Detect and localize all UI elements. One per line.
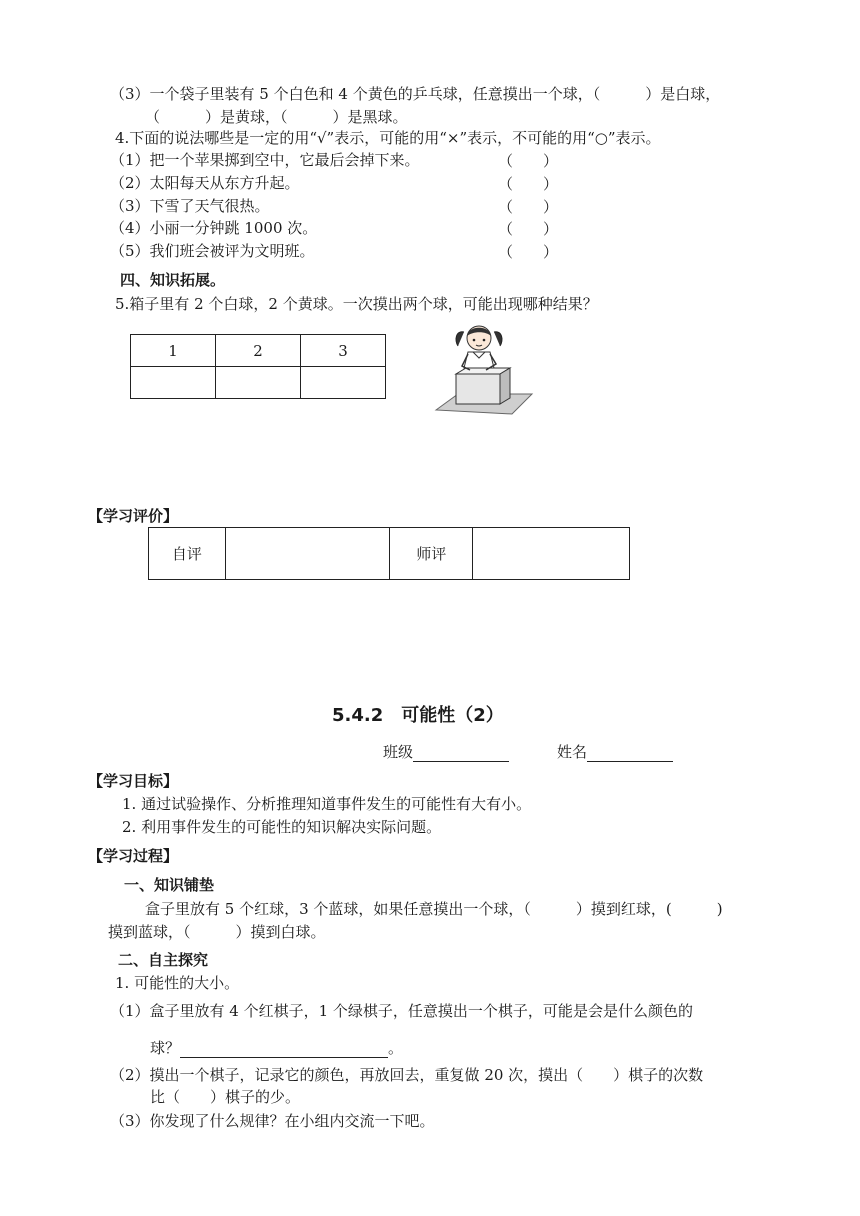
class-label: 班级 <box>383 743 414 761</box>
q4-item-1: （1）把一个苹果掷到空中，它最后会掉下来。 <box>110 151 420 169</box>
q5-answer-cell-2[interactable] <box>216 367 301 399</box>
q4-intro: 4.下面的说法哪些是一定的用“√”表示，可能的用“×”表示，不可能的用“○”表示。 <box>115 129 661 147</box>
q5-header-1: 1 <box>131 335 216 367</box>
item-1-line-2 <box>150 1038 403 1058</box>
evaluation-title: 【学习评价】 <box>88 507 179 525</box>
name-label: 姓名 <box>557 743 588 761</box>
q4-answer-1[interactable]: （ ） <box>498 152 559 170</box>
item-3: （3）你发现了什么规律？在小组内交流一下吧。 <box>110 1112 435 1130</box>
part2-title: 二、自主探究 <box>118 951 209 969</box>
q5-answer-cell-3[interactable] <box>301 367 386 399</box>
q4-answer-5[interactable]: （ ） <box>498 243 559 261</box>
goal-1: 1. 通过试验操作、分析推理知道事件发生的可能性有大有小。 <box>122 795 532 813</box>
name-blank[interactable] <box>587 743 673 762</box>
q4-answer-4[interactable]: （ ） <box>498 220 559 238</box>
teacher-eval-cell[interactable] <box>473 528 630 580</box>
goals-title: 【学习目标】 <box>88 772 179 790</box>
process-title: 【学习过程】 <box>88 847 179 865</box>
self-eval-label: 自评 <box>149 528 226 580</box>
item-2-line-2: 比（ ）棋子的少。 <box>150 1088 301 1106</box>
part1-title: 一、知识铺垫 <box>124 876 215 894</box>
teacher-eval-label: 师评 <box>390 528 473 580</box>
q4-answer-3[interactable]: （ ） <box>498 198 559 216</box>
section-4-title: 四、知识拓展。 <box>120 271 226 289</box>
item-1-line-1: （1）盒子里放有 4 个红棋子，1 个绿棋子，任意摸出一个棋子，可能是会是什么颜色的 <box>110 1002 693 1020</box>
name-field[interactable] <box>557 742 673 762</box>
sub-1-title: 1. 可能性的大小。 <box>115 974 240 992</box>
q5-result-table <box>130 334 386 399</box>
q5-text: 5.箱子里有 2 个白球，2 个黄球。一次摸出两个球，可能出现哪种结果？ <box>115 295 598 313</box>
item-1-prefix: 球？ <box>150 1039 181 1057</box>
q4-answer-2[interactable]: （ ） <box>498 175 559 193</box>
self-eval-cell[interactable] <box>225 528 390 580</box>
q5-header-2: 2 <box>216 335 301 367</box>
q4-item-5: （5）我们班会被评为文明班。 <box>110 242 315 260</box>
q5-answer-cell-1[interactable] <box>131 367 216 399</box>
q3-line-2: （ ）是黄球，（ ）是黑球。 <box>145 108 408 126</box>
part1-line-2: 摸到蓝球，（ ）摸到白球。 <box>108 923 326 941</box>
goal-2: 2. 利用事件发生的可能性的知识解决实际问题。 <box>122 818 442 836</box>
q3-line-1: （3）一个袋子里装有 5 个白色和 4 个黄色的乒乓球，任意摸出一个球，（ ）是白球， <box>110 85 721 103</box>
class-field[interactable] <box>383 742 509 762</box>
lesson-title: 5.4.2 可能性（2） <box>332 705 504 726</box>
part1-line-1: 盒子里放有 5 个红球，3 个蓝球，如果任意摸出一个球，（ ）摸到红球，( ) <box>145 900 723 918</box>
q4-item-4: （4）小丽一分钟跳 1000 次。 <box>110 219 318 237</box>
item-1-answer-blank[interactable] <box>180 1039 388 1058</box>
q4-item-2: （2）太阳每天从东方升起。 <box>110 174 300 192</box>
item-2-line-1: （2）摸出一个棋子，记录它的颜色，再放回去，重复做 20 次，摸出（ ）棋子的次数 <box>110 1066 704 1084</box>
item-1-suffix: 。 <box>388 1039 404 1057</box>
evaluation-table <box>148 527 630 580</box>
girl-with-box-illustration <box>428 322 534 422</box>
q5-header-3: 3 <box>301 335 386 367</box>
class-blank[interactable] <box>413 743 509 762</box>
q4-item-3: （3）下雪了天气很热。 <box>110 197 270 215</box>
